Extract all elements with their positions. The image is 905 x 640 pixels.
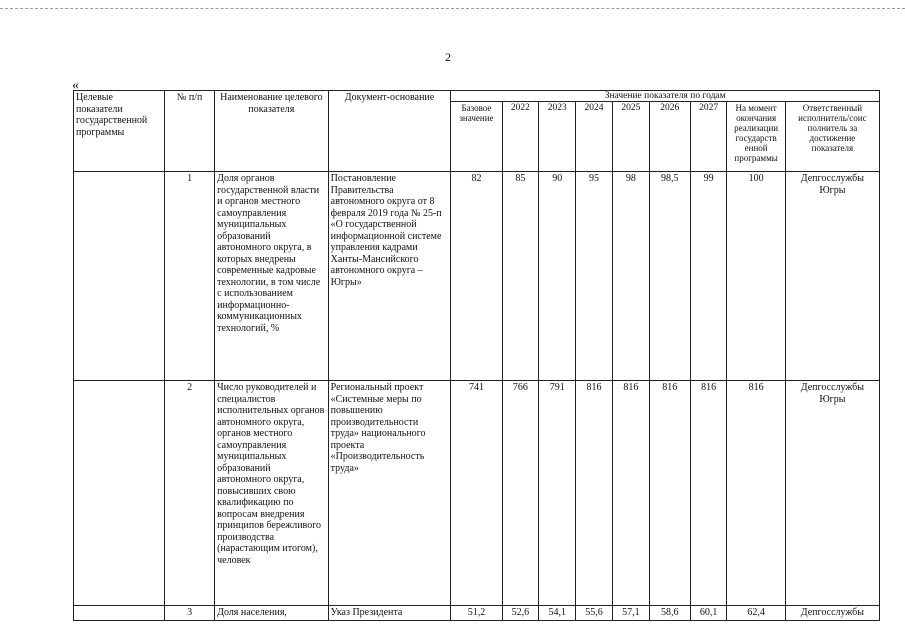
header-num: № п/п: [165, 91, 215, 172]
empty-cell: [74, 172, 165, 381]
year-value: 85: [502, 172, 539, 381]
empty-cell: [74, 606, 165, 621]
year-value: 816: [576, 381, 613, 606]
empty-cell: [74, 381, 165, 606]
header-year: 2024: [576, 102, 613, 172]
year-value: 816: [649, 381, 690, 606]
year-value: 90: [539, 172, 576, 381]
row-num: 1: [165, 172, 215, 381]
end-value: 100: [727, 172, 785, 381]
header-end-of-program: На момент окончания реализации государств енной программы: [727, 102, 785, 172]
header-values-by-year: Значение показателя по годам: [451, 91, 880, 102]
year-value: 99: [690, 172, 727, 381]
year-value: 58,6: [649, 606, 690, 621]
base-value: 51,2: [451, 606, 502, 621]
header-row-1: [74, 91, 880, 102]
scan-top-edge: [0, 8, 905, 9]
end-value: 62,4: [727, 606, 785, 621]
year-value: 816: [690, 381, 727, 606]
basis-document: Постановление Правительства автономного округа от 8 февраля 2019 года № 25-п «О государственной информационной системе управления кадрами Ханты-Мансийского автономного округа – Югры»: [328, 172, 451, 381]
basis-document: Указ Президента: [328, 606, 451, 621]
row-num: 3: [165, 606, 215, 621]
responsible: Депгосслужбы Югры: [785, 381, 879, 606]
header-year: 2025: [612, 102, 649, 172]
indicator-name: Доля органов государственной власти и органов местного самоуправления муниципальных образований автономного округа, в которых внедрены современные кадровые технологии, в том числе с использованием информационно-коммуникационных технологий, %: [215, 172, 329, 381]
table-row: [74, 172, 880, 381]
row-num: 2: [165, 381, 215, 606]
header-year: 2026: [649, 102, 690, 172]
page-number: 2: [445, 50, 451, 64]
indicator-name: Число руководителей и специалистов исполнительных органов автономного округа, органов местного самоуправления муниципальных образований автономного округа, повысивших свою квалификацию по вопросам внедрения принципов бережливого производства (нарастающим итогом), человек: [215, 381, 329, 606]
responsible: Депгосслужбы: [785, 606, 879, 621]
year-value: 57,1: [612, 606, 649, 621]
table-row: [74, 606, 880, 621]
basis-document: Региональный проект «Системные меры по повышению производительности труда» национального проекта «Производительность труда»: [328, 381, 451, 606]
end-value: 816: [727, 381, 785, 606]
header-target-indicators: Целевые показатели государственной программы: [74, 91, 165, 172]
year-value: 816: [612, 381, 649, 606]
header-base: Базовое значение: [451, 102, 502, 172]
year-value: 766: [502, 381, 539, 606]
indicator-name: Доля населения,: [215, 606, 329, 621]
year-value: 60,1: [690, 606, 727, 621]
year-value: 54,1: [539, 606, 576, 621]
year-value: 95: [576, 172, 613, 381]
header-year: 2022: [502, 102, 539, 172]
header-document: Документ-основание: [328, 91, 451, 172]
header-year: 2027: [690, 102, 727, 172]
year-value: 98: [612, 172, 649, 381]
opening-quote: «: [72, 78, 79, 93]
base-value: 82: [451, 172, 502, 381]
header-name: Наименование целевого показателя: [215, 91, 329, 172]
responsible: Депгосслужбы Югры: [785, 172, 879, 381]
header-year: 2023: [539, 102, 576, 172]
year-value: 791: [539, 381, 576, 606]
header-responsible: Ответственный исполнитель/соис полнитель за достижение показателя: [785, 102, 879, 172]
indicators-table: [73, 90, 880, 621]
year-value: 52,6: [502, 606, 539, 621]
year-value: 55,6: [576, 606, 613, 621]
base-value: 741: [451, 381, 502, 606]
table-row: [74, 381, 880, 606]
year-value: 98,5: [649, 172, 690, 381]
